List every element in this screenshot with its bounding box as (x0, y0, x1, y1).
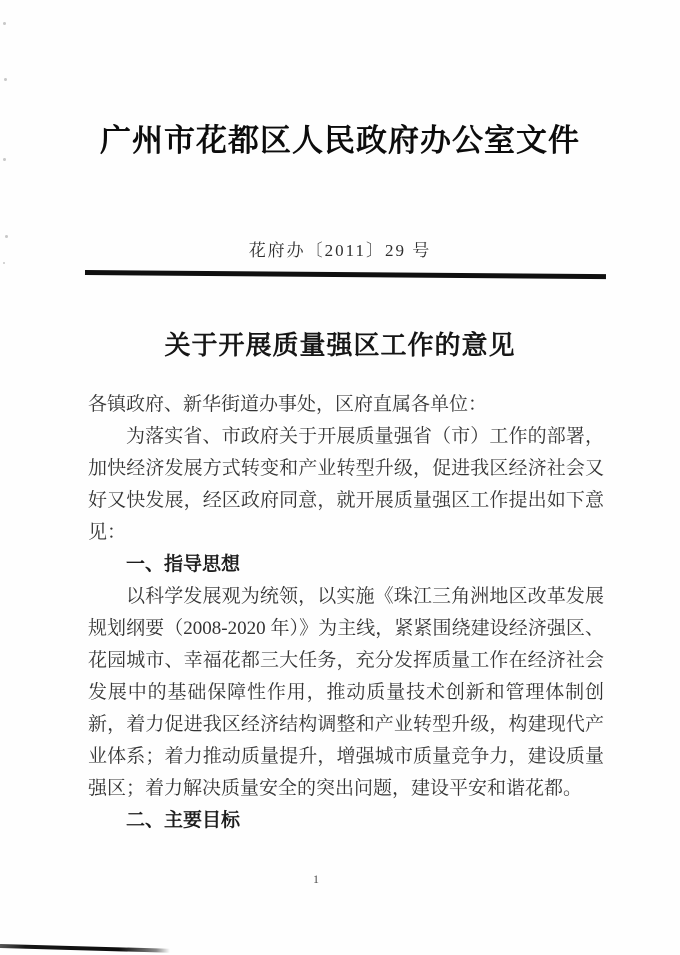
scan-speckle (3, 158, 6, 161)
scan-artifact-line (0, 944, 170, 953)
paragraph-intro: 为落实省、市政府关于开展质量强省（市）工作的部署，加快经济发展方式转变和产业转型升级，促进我区经济社会又好又快发展，经区政府同意，就开展质量强区工作提出如下意见： (88, 426, 604, 543)
page-number: 1 (313, 872, 319, 886)
document-number: 花府办〔2011〕29 号 (248, 241, 432, 260)
paragraph-guiding-ideology: 以科学发展观为统领，以实施《珠江三角洲地区改革发展规划纲要（2008-2020 年）》为主线，紧紧围绕建设经济强区、花园城市、幸福花都三大任务，充分发挥质量工作在经济社会发展中的基础保障性作用，推动质量技术创新和管理体制创新，着力促进我区经济结构调整和产业转型升级，构建现代产业体系；着力推动质量提升，增强城市质量竞争力，建设质量强区；着力解决质量安全的突出问题，建设平安和谐花都。 (88, 586, 604, 799)
document-title: 关于开展质量强区工作的意见 (164, 331, 516, 360)
document-body (88, 389, 604, 837)
scan-speckle (5, 235, 8, 238)
salutation-line: 各镇政府、新华街道办事处，区府直属各单位： (88, 394, 488, 415)
scan-speckle (3, 262, 5, 264)
header-rule (85, 270, 606, 279)
section-heading-1: 一、指导思想 (126, 554, 241, 575)
section-heading-2: 二、主要目标 (126, 810, 241, 831)
document-header-title: 广州市花都区人民政府办公室文件 (100, 123, 580, 158)
scan-speckle (3, 22, 6, 25)
scan-speckle (4, 78, 7, 81)
